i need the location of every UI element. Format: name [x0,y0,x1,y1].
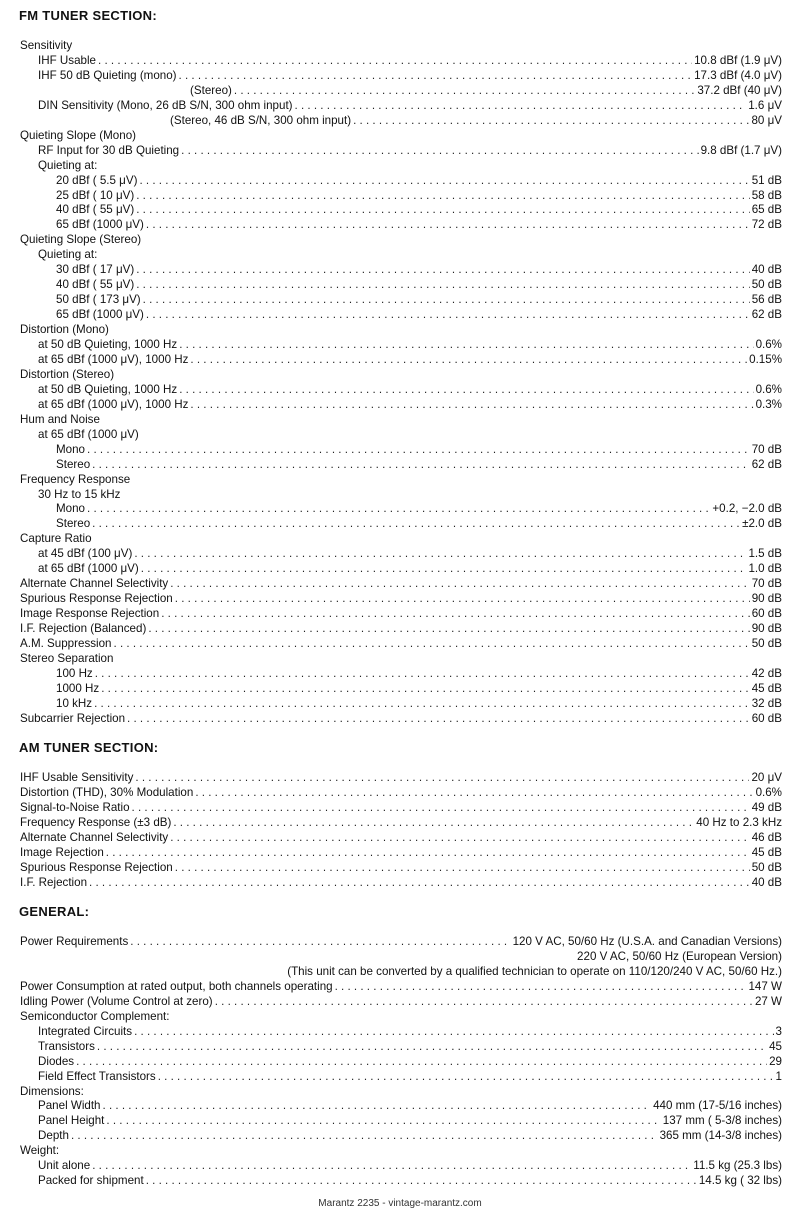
spec-row [20,1158,782,1173]
dot-leader [127,711,750,726]
spec-value: 14.5 kg ( 32 lbs) [698,1174,782,1188]
spec-value: 49 dB [751,800,782,814]
dot-leader [335,979,747,994]
spec-label: Packed for shipment [38,1174,144,1188]
spec-label: Distortion (THD), 30% Modulation [20,785,194,799]
spec-row [20,800,782,815]
spec-value: 0.6% [755,382,782,396]
spec-row [20,636,782,651]
spec-value: 60 dB [751,607,782,621]
page-footer: Marantz 2235 - vintage-marantz.com [318,1198,482,1209]
dot-leader [234,83,695,98]
spec-label: Distortion (Mono) [20,323,109,337]
spec-row [20,427,782,442]
spec-row [20,322,782,337]
dot-leader [92,516,740,531]
spec-value: (This unit can be converted by a qualified technician to operate on 110/120/240 V AC, 50/60 Hz.) [287,964,782,978]
spec-label: RF Input for 30 dB Quieting [38,143,180,157]
spec-row [20,501,782,516]
spec-label: Quieting at: [38,158,98,172]
spec-value: 10.8 dBf (1.9 μV) [694,53,782,67]
spec-value: 50 dB [751,860,782,874]
dot-leader [179,68,693,83]
spec-label: Semiconductor Complement: [20,1009,170,1023]
spec-row [20,561,782,576]
spec-value: 40 Hz to 2.3 kHz [696,815,782,829]
dot-leader [146,307,750,322]
spec-row [20,949,782,964]
spec-row [20,217,782,232]
spec-value: 1.0 dB [748,562,782,576]
spec-label: 65 dBf (1000 μV) [56,308,144,322]
spec-label: Capture Ratio [20,532,92,546]
spec-label: Weight: [20,1144,60,1158]
dot-leader [134,1024,773,1039]
spec-value: 65 dB [751,203,782,217]
dot-leader [71,1128,658,1143]
dot-leader [114,636,750,651]
spec-label: I.F. Rejection [20,875,88,889]
dot-leader [170,830,749,845]
spec-row [20,666,782,681]
dot-leader [179,382,753,397]
spec-row [20,442,782,457]
spec-label: Signal-to-Noise Ratio [20,800,130,814]
spec-value: 11.5 kg (25.3 lbs) [693,1159,782,1173]
spec-row [20,979,782,994]
spec-row [20,277,782,292]
spec-row [20,815,782,830]
spec-row [20,845,782,860]
dot-leader [161,606,749,621]
spec-label: 10 kHz [56,696,93,710]
spec-label: Distortion (Stereo) [20,367,115,381]
dot-leader [353,113,749,128]
spec-row [20,1084,782,1099]
spec-row [20,307,782,322]
spec-row [20,367,782,382]
dot-leader [130,934,510,949]
spec-row [20,487,782,502]
spec-row [20,188,782,203]
dot-leader [195,785,753,800]
dot-leader [179,337,753,352]
spec-row [20,83,782,98]
spec-value: 40 dB [751,875,782,889]
spec-label: Subcarrier Rejection [20,711,126,725]
spec-row [20,472,782,487]
dot-leader [92,1158,691,1173]
dot-leader [158,1069,774,1084]
spec-row [20,651,782,666]
dot-leader [173,815,694,830]
spec-row [20,1173,782,1188]
spec-label: Field Effect Transistors [38,1069,156,1083]
spec-label: 1000 Hz [56,681,100,695]
spec-label: Diodes [38,1054,75,1068]
spec-row [20,1039,782,1054]
spec-label: Power Requirements [20,935,129,948]
spec-label: Sensitivity [20,39,73,52]
dot-leader [135,770,749,785]
spec-value: 120 V AC, 50/60 Hz (U.S.A. and Canadian Versions) [512,935,782,948]
spec-value: 62 dB [751,457,782,471]
spec-label: 100 Hz [56,666,93,680]
spec-value: 70 dB [751,442,782,456]
spec-label: Spurious Response Rejection [20,860,173,874]
spec-row [20,143,782,158]
dot-leader [98,53,692,68]
spec-label: Panel Width [38,1099,101,1113]
dot-leader [134,546,746,561]
spec-label: A.M. Suppression [20,637,112,650]
dot-leader [215,994,753,1009]
spec-label: at 65 dBf (1000 μV) [38,562,139,576]
dot-leader [92,457,750,472]
spec-row [20,173,782,188]
spec-label: IHF Usable Sensitivity [20,771,134,784]
section-title: AM TUNER SECTION: [19,740,159,755]
dot-leader [136,202,749,217]
spec-value: 1 [775,1069,782,1083]
spec-row [20,860,782,875]
spec-row [20,202,782,217]
dot-leader [181,143,698,158]
dot-leader [136,277,749,292]
spec-row [20,232,782,247]
spec-label: Panel Height [38,1114,105,1128]
spec-label: Hum and Noise [20,412,100,426]
spec-label: Unit alone [38,1159,91,1173]
spec-label: Integrated Circuits [38,1024,133,1038]
dot-leader [146,1173,697,1188]
spec-row [20,1069,782,1084]
spec-label: Alternate Channel Selectivity [20,577,169,591]
spec-label: 40 dBf ( 55 μV) [56,203,135,217]
spec-value: +0.2, −2.0 dB [712,502,782,516]
dot-leader [295,98,747,113]
spec-row [20,68,782,83]
spec-row [20,1128,782,1143]
spec-label: 30 dBf ( 17 μV) [56,263,135,277]
spec-value: 45 [769,1039,782,1053]
spec-row [20,606,782,621]
spec-value: 62 dB [751,308,782,322]
spec-value: 220 V AC, 50/60 Hz (European Version) [577,949,782,963]
spec-label: 30 Hz to 15 kHz [38,487,121,501]
spec-row [20,785,782,800]
spec-label: at 50 dB Quieting, 1000 Hz [38,382,178,396]
spec-row [20,770,782,785]
spec-row [20,531,782,546]
spec-label: IHF Usable [38,53,96,67]
spec-row [20,621,782,636]
spec-row [20,934,782,949]
spec-value: 37.2 dBf (40 μV) [697,83,782,97]
dot-leader [175,860,750,875]
spec-label: Image Response Rejection [20,607,160,621]
spec-label: Quieting Slope (Stereo) [20,233,142,247]
spec-value: 20 μV [751,771,782,784]
spec-row [20,352,782,367]
dot-leader [103,1098,652,1113]
spec-label: at 65 dBf (1000 μV) [38,427,139,441]
spec-row [20,38,782,53]
spec-row [20,1024,782,1039]
spec-row [20,994,782,1009]
spec-row [20,681,782,696]
spec-row [20,576,782,591]
spec-row [20,1054,782,1069]
dot-leader [106,1113,660,1128]
spec-value: ±2.0 dB [742,517,782,531]
dot-leader [132,800,750,815]
spec-row [20,964,782,979]
spec-value: 9.8 dBf (1.7 μV) [700,143,782,157]
spec-label: Idling Power (Volume Control at zero) [20,994,213,1008]
spec-row [20,397,782,412]
spec-row [20,457,782,472]
spec-value: 0.3% [755,397,782,411]
spec-value: 72 dB [751,218,782,232]
dot-leader [87,501,710,516]
spec-row [20,382,782,397]
dot-leader [97,1039,767,1054]
spec-label: Quieting Slope (Mono) [20,128,136,142]
spec-row [20,53,782,68]
spec-value: 17.3 dBf (4.0 μV) [694,68,782,82]
spec-value: 90 dB [751,592,782,606]
spec-value: 0.6% [755,785,782,799]
spec-value: 0.15% [749,352,782,366]
spec-label: 40 dBf ( 55 μV) [56,278,135,292]
spec-label: Dimensions: [20,1084,84,1098]
spec-label: DIN Sensitivity (Mono, 26 dB S/N, 300 ohm input) [38,98,293,112]
spec-value: 3 [775,1024,782,1038]
spec-label: 25 dBf ( 10 μV) [56,188,135,202]
spec-row [20,98,782,113]
spec-value: 51 dB [751,173,782,187]
spec-label: I.F. Rejection (Balanced) [20,622,147,636]
spec-value: 0.6% [755,338,782,351]
spec-value: 56 dB [751,293,782,307]
spec-value: 90 dB [751,622,782,636]
spec-row [20,262,782,277]
spec-value: 40 dB [751,263,782,277]
spec-label: Stereo [56,517,91,531]
dot-leader [136,262,749,277]
spec-row [20,1113,782,1128]
spec-label: Alternate Channel Selectivity [20,830,169,844]
section-title: GENERAL: [19,904,90,919]
spec-row [20,875,782,890]
spec-row [20,696,782,711]
dot-leader [87,442,750,457]
spec-row [20,1143,782,1158]
spec-value: 1.5 dB [748,547,782,561]
spec-row [20,1098,782,1113]
dot-leader [143,292,750,307]
spec-label: Power Consumption at rated output, both channels operating [20,979,333,993]
spec-label: Transistors [38,1039,95,1053]
spec-value: 58 dB [751,188,782,202]
spec-label: Stereo Separation [20,651,114,665]
spec-label: Depth [38,1129,69,1143]
dot-leader [139,173,749,188]
spec-label: Frequency Response (±3 dB) [20,815,172,829]
spec-row [20,247,782,262]
spec-value: 32 dB [751,696,782,710]
spec-row [20,337,782,352]
spec-value: 50 dB [751,637,782,650]
spec-value: 27 W [754,994,782,1008]
spec-row [20,711,782,726]
spec-row [20,546,782,561]
spec-value: 60 dB [751,711,782,725]
spec-row [20,128,782,143]
dot-leader [190,352,747,367]
spec-label: (Stereo) [190,83,232,97]
dot-leader [146,217,750,232]
spec-label: Stereo [56,457,91,471]
dot-leader [175,591,750,606]
dot-leader [76,1054,767,1069]
spec-row [20,591,782,606]
spec-label: 50 dBf ( 173 μV) [56,293,141,307]
spec-row [20,158,782,173]
spec-value: 70 dB [751,577,782,591]
spec-label: Frequency Response [20,472,131,486]
section-title: FM TUNER SECTION: [19,8,157,23]
spec-value: 80 μV [751,113,782,127]
spec-value: 29 [769,1054,782,1068]
dot-leader [148,621,749,636]
dot-leader [106,845,750,860]
spec-value: 45 dB [751,681,782,695]
dot-leader [136,188,749,203]
dot-leader [94,696,750,711]
spec-value: 365 mm (14-3/8 inches) [659,1129,782,1143]
spec-label: 65 dBf (1000 μV) [56,218,144,232]
spec-label: at 65 dBf (1000 μV), 1000 Hz [38,352,189,366]
spec-label: at 45 dBf (100 μV) [38,547,133,561]
spec-label: at 65 dBf (1000 μV), 1000 Hz [38,397,189,411]
spec-row [20,516,782,531]
spec-label: Mono [56,502,86,516]
dot-leader [101,681,750,696]
spec-row [20,292,782,307]
dot-leader [190,397,753,412]
spec-value: 42 dB [751,666,782,680]
dot-leader [141,561,747,576]
spec-label: at 50 dB Quieting, 1000 Hz [38,338,178,351]
spec-label: 20 dBf ( 5.5 μV) [56,173,138,187]
spec-value: 1.6 μV [748,98,782,112]
spec-row [20,1009,782,1024]
spec-value: 137 mm ( 5-3/8 inches) [662,1114,782,1128]
dot-leader [95,666,750,681]
spec-label: Mono [56,442,86,456]
spec-row [20,830,782,845]
spec-row [20,412,782,427]
spec-row [20,113,782,128]
spec-value: 50 dB [751,278,782,292]
spec-label: Quieting at: [38,248,98,262]
dot-leader [89,875,750,890]
spec-value: 46 dB [751,830,782,844]
spec-value: 440 mm (17-5/16 inches) [653,1099,782,1113]
spec-value: 45 dB [751,845,782,859]
dot-leader [170,576,749,591]
spec-label: Image Rejection [20,845,104,859]
spec-value: 147 W [748,979,782,993]
spec-label: (Stereo, 46 dB S/N, 300 ohm input) [170,113,352,127]
spec-label: Spurious Response Rejection [20,592,173,606]
spec-label: IHF 50 dB Quieting (mono) [38,68,177,82]
